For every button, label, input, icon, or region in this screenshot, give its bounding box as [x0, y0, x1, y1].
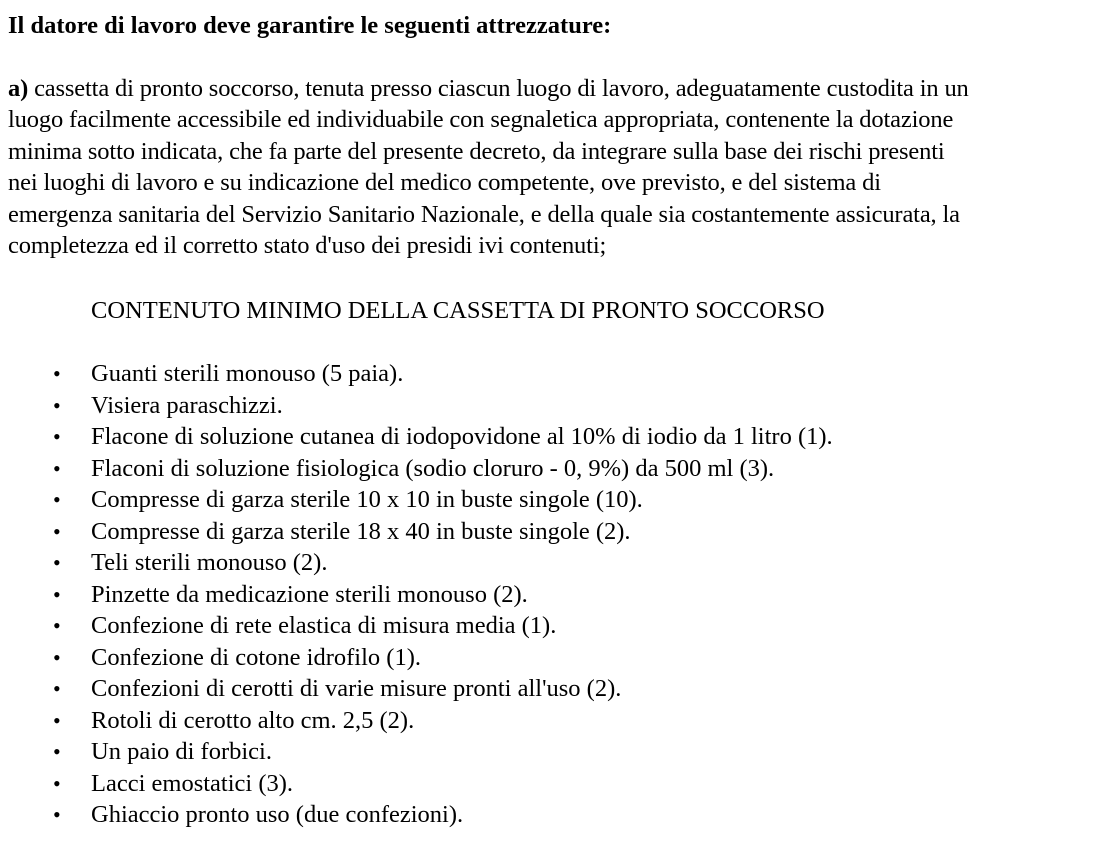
bullet-icon: •	[53, 707, 61, 733]
paragraph-line: completezza ed il corretto stato d'uso dei presidi ivi contenuti;	[8, 232, 607, 259]
paragraph-a	[8, 73, 1108, 262]
list-item	[8, 484, 1112, 516]
list-item-text: Confezione di cotone idrofilo (1).	[91, 643, 421, 671]
paragraph-line: nei luoghi di lavoro e su indicazione del medico competente, ove previsto, e del sistema di	[8, 169, 881, 196]
paragraph-label: a)	[8, 74, 29, 102]
bullet-icon: •	[53, 770, 61, 796]
bullet-icon: •	[53, 392, 61, 418]
list-item-text: Visiera paraschizzi.	[91, 391, 283, 419]
paragraph-line: emergenza sanitaria del Servizio Sanitario Nazionale, e della quale sia costantemente assicurata, la	[8, 200, 960, 228]
list-item-text: Guanti sterili monouso (5 paia).	[91, 360, 404, 387]
paragraph-line-text: cassetta di pronto soccorso, tenuta presso ciascun luogo di lavoro, adeguatamente custodita in un	[28, 74, 969, 102]
bullet-icon: •	[53, 518, 61, 544]
list-item-text: Compresse di garza sterile 10 x 10 in buste singole (10).	[91, 486, 643, 513]
list-item	[8, 421, 1112, 453]
list-item	[8, 673, 1112, 705]
list-item	[8, 516, 1112, 548]
list-item	[8, 610, 1112, 642]
contents-list	[8, 358, 1112, 831]
bullet-icon: •	[53, 676, 61, 701]
list-item-text: Rotoli di cerotto alto cm. 2,5 (2).	[91, 706, 415, 734]
bullet-icon: •	[53, 550, 61, 575]
list-item-text: Flacone di soluzione cutanea di iodopovidone al 10% di iodio da 1 litro (1).	[91, 423, 833, 450]
bullet-icon: •	[53, 802, 61, 827]
bullet-icon: •	[53, 613, 61, 638]
list-item	[8, 642, 1112, 674]
list-item	[8, 390, 1112, 422]
list-item-text: Lacci emostatici (3).	[91, 769, 294, 797]
bullet-icon: •	[53, 361, 61, 386]
section-subtitle: CONTENUTO MINIMO DELLA CASSETTA DI PRONTO SOCCORSO	[91, 296, 825, 324]
bullet-icon: •	[53, 739, 61, 764]
list-item	[8, 453, 1112, 485]
list-item	[8, 768, 1112, 800]
document-title: Il datore di lavoro deve garantire le seguenti attrezzature:	[8, 12, 612, 39]
list-item	[8, 705, 1112, 737]
list-item-text: Ghiaccio pronto uso (due confezioni).	[91, 801, 464, 828]
list-item	[8, 736, 1112, 768]
list-item	[8, 799, 1112, 831]
bullet-icon: •	[53, 581, 61, 607]
paragraph-line	[8, 73, 1108, 105]
list-item-text: Pinzette da medicazione sterili monouso (2).	[91, 580, 528, 608]
bullet-icon: •	[53, 455, 61, 481]
list-item-text: Teli sterili monouso (2).	[91, 549, 328, 576]
list-item-text: Confezioni di cerotti di varie misure pronti all'uso (2).	[91, 675, 622, 702]
list-item	[8, 579, 1112, 611]
list-item-text: Flaconi di soluzione fisiologica (sodio cloruro - 0, 9%) da 500 ml (3).	[91, 454, 775, 482]
list-item	[8, 358, 1112, 390]
paragraph-line: luogo facilmente accessibile ed individuabile con segnaletica appropriata, contenente la dotazione	[8, 106, 954, 133]
list-item	[8, 547, 1112, 579]
bullet-icon: •	[53, 644, 61, 670]
bullet-icon: •	[53, 424, 61, 449]
list-item-text: Compresse di garza sterile 18 x 40 in buste singole (2).	[91, 517, 631, 545]
bullet-icon: •	[53, 487, 61, 512]
list-item-text: Un paio di forbici.	[91, 738, 272, 765]
paragraph-line: minima sotto indicata, che fa parte del presente decreto, da integrare sulla base dei rischi presenti	[8, 137, 945, 165]
list-item-text: Confezione di rete elastica di misura media (1).	[91, 612, 557, 639]
